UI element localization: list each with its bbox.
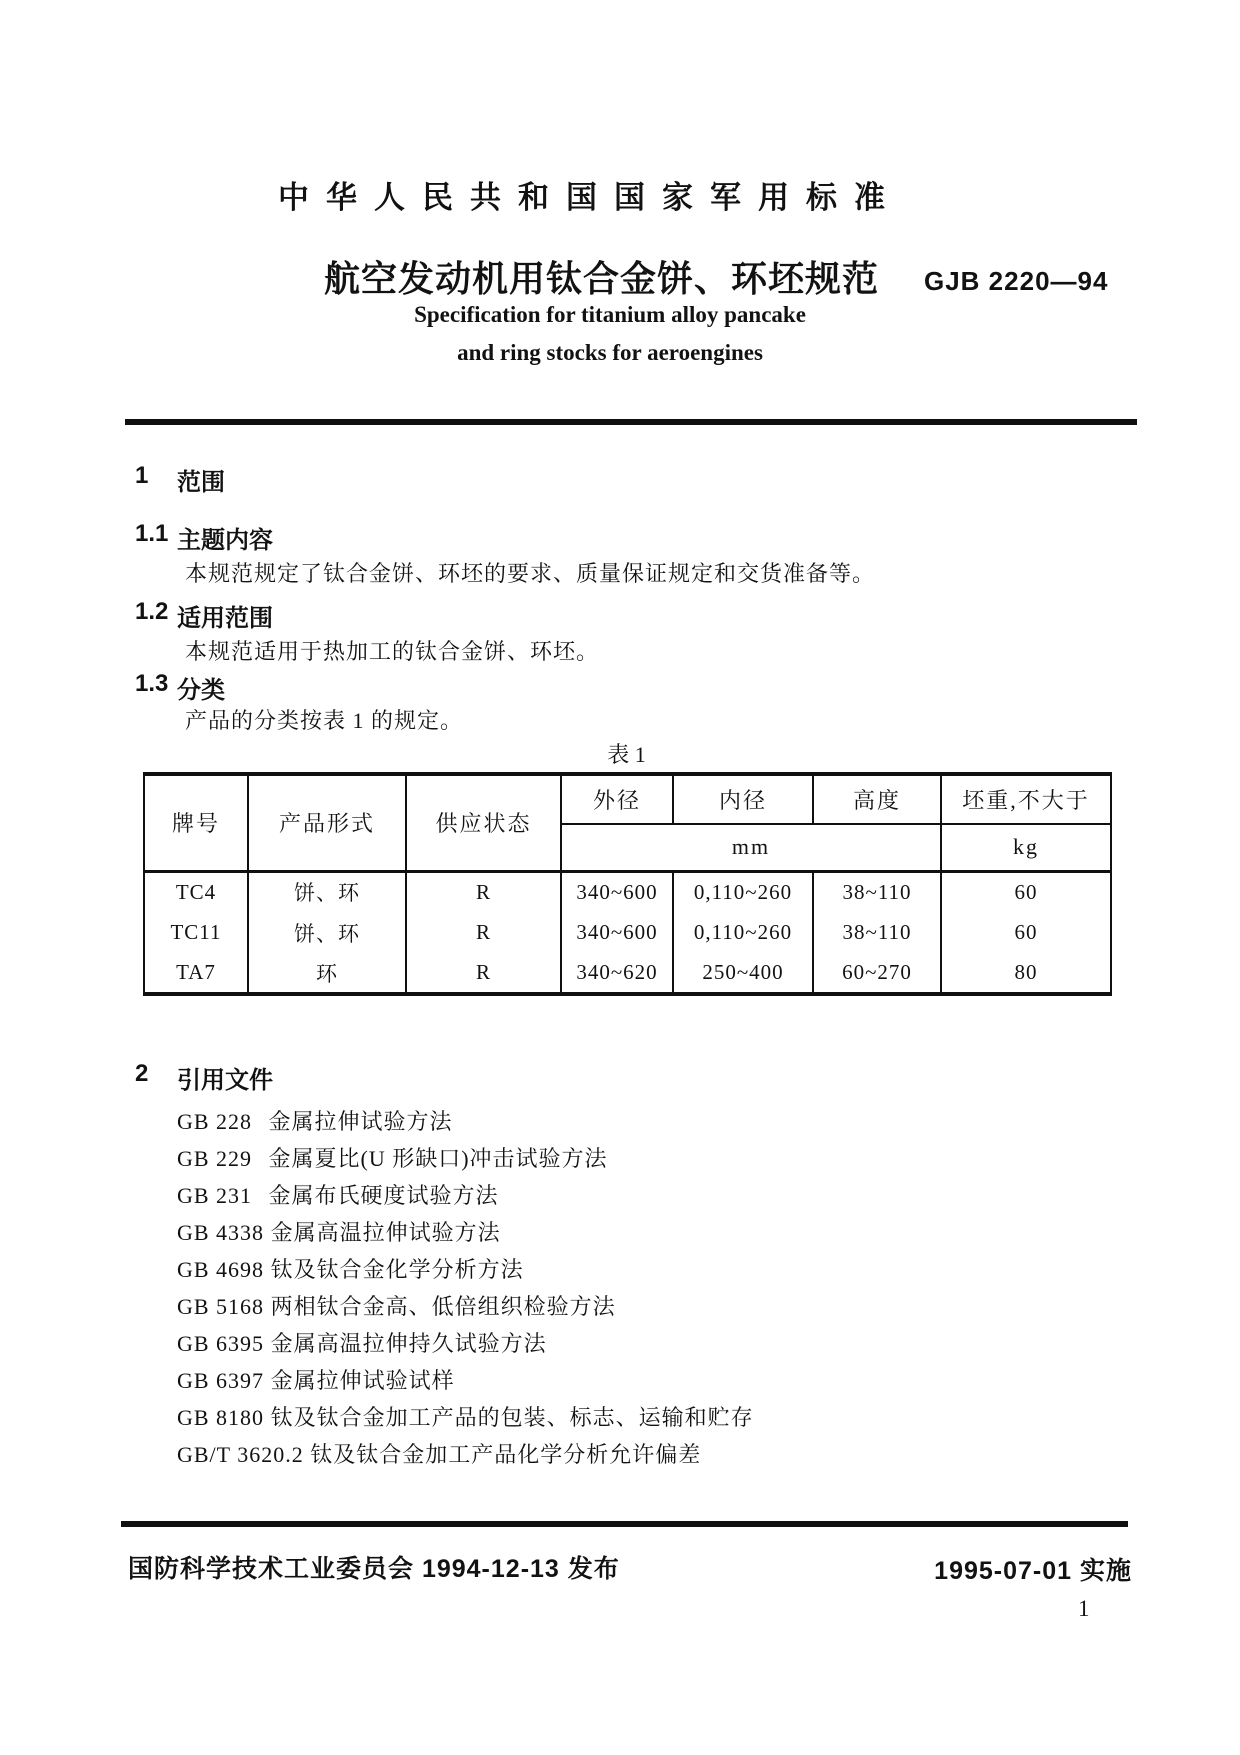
column-header-inner-diameter: 内径: [673, 774, 813, 824]
column-header-outer-diameter: 外径: [561, 774, 673, 824]
cell-id: 250~400: [673, 953, 813, 994]
cell-id: 0,110~260: [673, 912, 813, 953]
cell-weight: 80: [941, 953, 1111, 994]
section-1-2-number: 1.2: [135, 598, 169, 625]
unit-mm-cell: mm: [561, 824, 941, 871]
section-1-2-title: 适用范围: [177, 605, 273, 632]
section-1-3-number: 1.3: [135, 670, 169, 697]
cell-height: 38~110: [813, 871, 941, 912]
table-1-caption: 表 1: [607, 742, 646, 767]
cell-form: 饼、环: [248, 912, 406, 953]
reference-code: GB 228: [177, 1109, 253, 1134]
cell-id: 0,110~260: [673, 871, 813, 912]
reference-code: GB/T 3620.2: [177, 1442, 304, 1467]
table-1: [143, 772, 1112, 996]
section-2-heading: [135, 1060, 273, 1095]
reference-item: [177, 1140, 754, 1177]
reference-title: 两相钛合金高、低倍组织检验方法: [270, 1294, 616, 1319]
reference-title: 钛及钛合金加工产品化学分析允许偏差: [310, 1442, 702, 1467]
classification-table: [143, 772, 1112, 996]
footer-divider-rule: [121, 1521, 1128, 1527]
section-1-3-heading: [135, 670, 225, 705]
english-title-line1: Specification for titanium alloy pancake: [414, 302, 806, 327]
reference-item: [177, 1325, 754, 1362]
reference-code: GB 6397: [177, 1368, 265, 1393]
cell-grade: TC4: [144, 871, 248, 912]
section-1-3-body: 产品的分类按表 1 的规定。: [185, 708, 464, 733]
section-1-3-title: 分类: [177, 677, 225, 704]
cell-form: 饼、环: [248, 871, 406, 912]
section-1-1-number: 1.1: [135, 520, 169, 547]
reference-item: [177, 1214, 754, 1251]
cell-weight: 60: [941, 912, 1111, 953]
section-1-heading: [135, 462, 225, 497]
cell-od: 340~620: [561, 953, 673, 994]
cell-condition: R: [406, 953, 561, 994]
table-row: [144, 871, 1111, 912]
column-header-condition: 供应状态: [406, 774, 561, 871]
reference-title: 金属布氏硬度试验方法: [268, 1183, 499, 1208]
footer-issued-text: 国防科学技术工业委员会 1994-12-13 发布: [128, 1555, 620, 1583]
reference-list: [177, 1103, 754, 1473]
cell-condition: R: [406, 912, 561, 953]
column-header-grade: 牌号: [144, 774, 248, 871]
section-1-1-title: 主题内容: [177, 527, 273, 554]
english-title-line2: and ring stocks for aeroengines: [457, 340, 763, 365]
reference-item: [177, 1288, 754, 1325]
cell-weight: 60: [941, 871, 1111, 912]
cell-od: 340~600: [561, 871, 673, 912]
reference-item: [177, 1399, 754, 1436]
section-1-number: 1: [135, 462, 149, 489]
standard-class-title: 中华人民共和国国家军用标准: [278, 180, 902, 215]
column-header-height: 高度: [813, 774, 941, 824]
reference-title: 金属拉伸试验试样: [270, 1368, 455, 1393]
reference-title: 钛及钛合金加工产品的包装、标志、运输和贮存: [270, 1405, 754, 1430]
cell-condition: R: [406, 871, 561, 912]
section-2-title: 引用文件: [177, 1067, 273, 1094]
reference-title: 金属高温拉伸持久试验方法: [270, 1331, 547, 1356]
reference-title: 金属高温拉伸试验方法: [270, 1220, 501, 1245]
page-number: 1: [1078, 1596, 1090, 1621]
cell-height: 60~270: [813, 953, 941, 994]
reference-code: GB 8180: [177, 1405, 265, 1430]
standard-number: GJB 2220—94: [924, 266, 1109, 296]
section-1-title: 范围: [177, 469, 225, 496]
section-1-1-heading: [135, 520, 273, 555]
header-divider-rule: [125, 419, 1137, 425]
reference-title: 金属夏比(U 形缺口)冲击试验方法: [268, 1146, 608, 1171]
reference-item: [177, 1436, 754, 1473]
reference-item: [177, 1362, 754, 1399]
reference-code: GB 4338: [177, 1220, 265, 1245]
footer-effective-text: 1995-07-01 实施: [934, 1557, 1132, 1585]
section-1-2-body: 本规范适用于热加工的钛合金饼、环坯。: [185, 639, 600, 664]
section-1-2-heading: [135, 598, 273, 633]
reference-item: [177, 1177, 754, 1214]
cell-grade: TC11: [144, 912, 248, 953]
column-header-weight: 坯重,不大于: [941, 774, 1111, 824]
reference-item: [177, 1103, 754, 1140]
section-2-number: 2: [135, 1060, 149, 1087]
reference-code: GB 231: [177, 1183, 253, 1208]
cell-od: 340~600: [561, 912, 673, 953]
cell-height: 38~110: [813, 912, 941, 953]
section-1-1-body: 本规范规定了钛合金饼、环坯的要求、质量保证规定和交货准备等。: [185, 561, 876, 586]
table-row: [144, 953, 1111, 994]
reference-title: 钛及钛合金化学分析方法: [270, 1257, 524, 1282]
reference-code: GB 5168: [177, 1294, 265, 1319]
cell-form: 环: [248, 953, 406, 994]
reference-code: GB 4698: [177, 1257, 265, 1282]
reference-item: [177, 1251, 754, 1288]
column-header-form: 产品形式: [248, 774, 406, 871]
reference-code: GB 6395: [177, 1331, 265, 1356]
cell-grade: TA7: [144, 953, 248, 994]
reference-title: 金属拉伸试验方法: [268, 1109, 453, 1134]
table-row: [144, 912, 1111, 953]
document-title: 航空发动机用钛合金饼、环坯规范: [324, 258, 880, 299]
reference-code: GB 229: [177, 1146, 253, 1171]
unit-kg-cell: kg: [941, 824, 1111, 871]
